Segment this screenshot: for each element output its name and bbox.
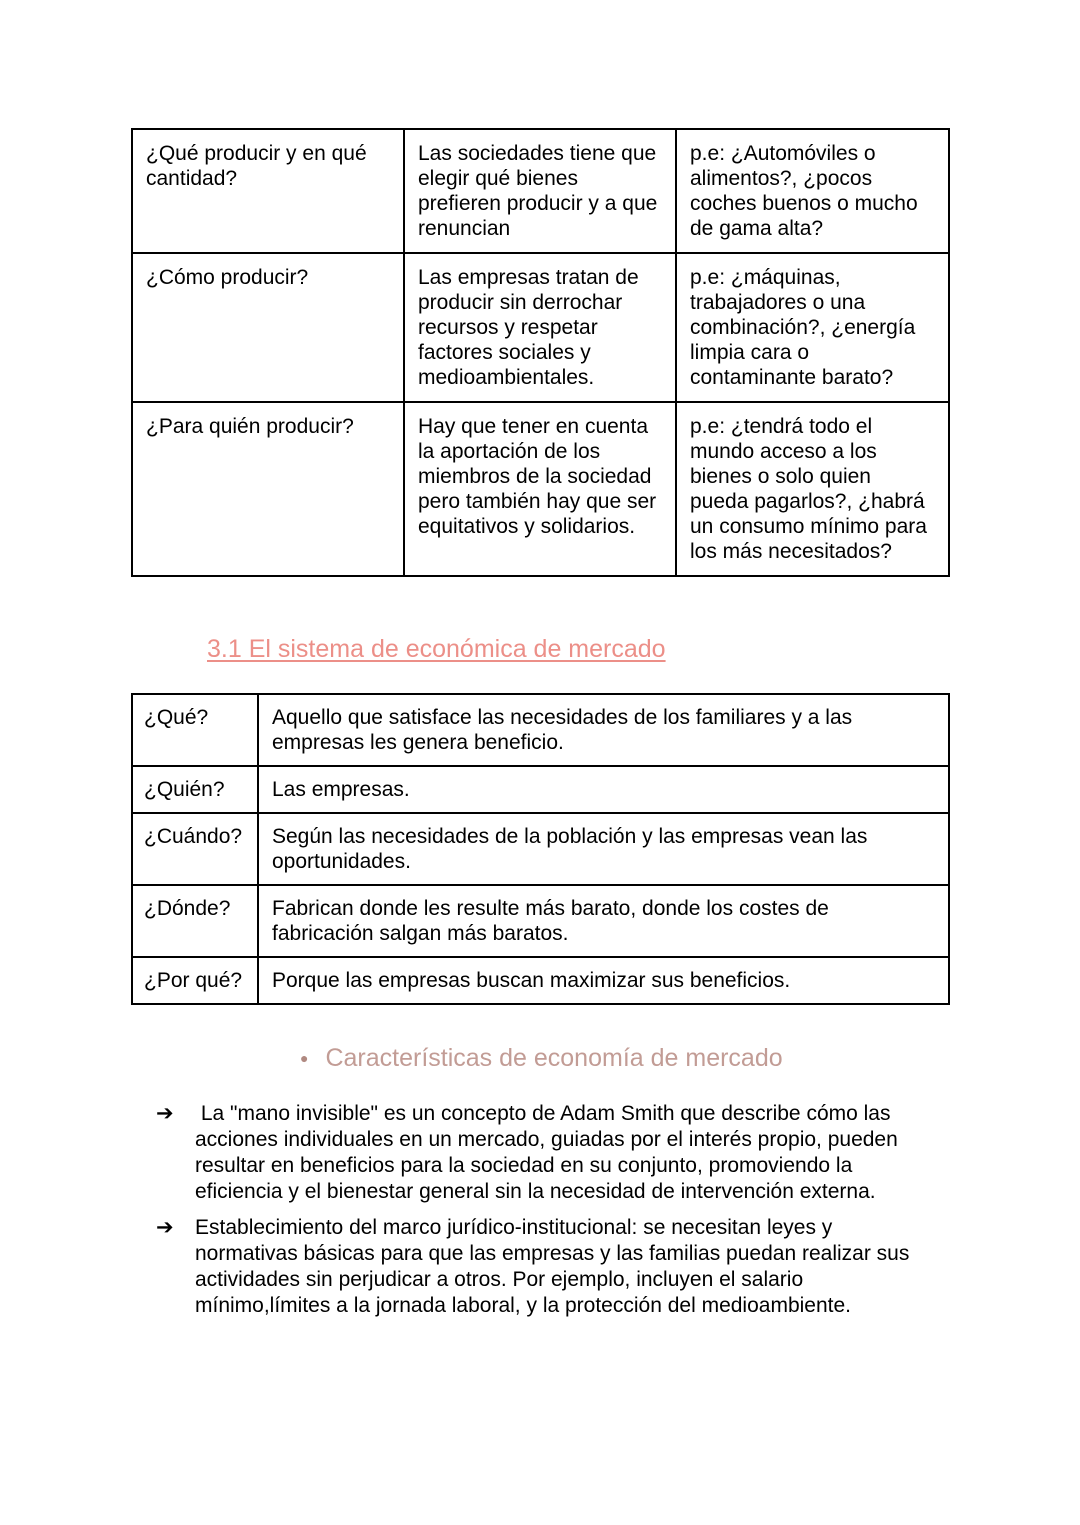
subheading — [300, 1044, 951, 1073]
table-row — [132, 885, 949, 957]
bullet-text: La "mano invisible" es un concepto de Adam Smith que describe cómo las acciones individuales en un mercado, guiadas por el interés propio, pueden resultar en beneficios para la sociedad en su conjunto, promoviendo la eficiencia y el bienestar general sin la necesidad de intervención externa. — [195, 1102, 904, 1203]
cell-example: p.e: ¿máquinas, trabajadores o una combinación?, ¿energía limpia cara o contaminante barato? — [676, 253, 949, 402]
arrow-bullet-icon: ➔ — [156, 1102, 174, 1125]
cell-example: p.e: ¿Automóviles o alimentos?, ¿pocos coches buenos o mucho de gama alta? — [676, 129, 949, 253]
section-heading-link[interactable]: 3.1 El sistema de económica de mercado — [207, 635, 666, 663]
cell-label: ¿Quién? — [132, 766, 258, 813]
bullet-dot-icon: ● — [300, 1050, 309, 1066]
subheading-label: Características de economía de mercado — [325, 1044, 783, 1072]
cell-example: p.e: ¿tendrá todo el mundo acceso a los bienes o solo quien pueda pagarlos?, ¿habrá un consumo mínimo para los más necesitados? — [676, 402, 949, 576]
cell-label: ¿Dónde? — [132, 885, 258, 957]
list-item — [131, 1101, 951, 1205]
bullet-list — [131, 1101, 951, 1319]
arrow-bullet-icon: ➔ — [156, 1216, 174, 1239]
cell-value: Según las necesidades de la población y las empresas vean las oportunidades. — [258, 813, 949, 885]
cell-value: Porque las empresas buscan maximizar sus beneficios. — [258, 957, 949, 1004]
cell-label: ¿Qué? — [132, 694, 258, 766]
cell-description: Las empresas tratan de producir sin derrochar recursos y respetar factores sociales y medioambientales. — [404, 253, 676, 402]
table-row — [132, 694, 949, 766]
document-content — [131, 0, 951, 1319]
table-row — [132, 813, 949, 885]
cell-value: Aquello que satisface las necesidades de los familiares y a las empresas les genera beneficio. — [258, 694, 949, 766]
production-questions-table — [131, 128, 950, 577]
cell-question: ¿Cómo producir? — [132, 253, 404, 402]
cell-question: ¿Qué producir y en qué cantidad? — [132, 129, 404, 253]
cell-description: Hay que tener en cuenta la aportación de los miembros de la sociedad pero también hay que ser equitativos y solidarios. — [404, 402, 676, 576]
bullet-text: Establecimiento del marco jurídico-institucional: se necesitan leyes y normativas básicas para que las empresas y las familias puedan realizar sus actividades sin perjudicar a otros. Por ejemplo, incluyen el salario mínimo,límites a la jornada laboral, y la protección del medioambiente. — [195, 1216, 916, 1317]
market-economy-table — [131, 693, 950, 1005]
cell-label: ¿Cuándo? — [132, 813, 258, 885]
cell-value: Las empresas. — [258, 766, 949, 813]
cell-question: ¿Para quién producir? — [132, 402, 404, 576]
list-item — [131, 1215, 951, 1319]
cell-label: ¿Por qué? — [132, 957, 258, 1004]
table-row — [132, 402, 949, 576]
cell-description: Las sociedades tiene que elegir qué bienes prefieren producir y a que renuncian — [404, 129, 676, 253]
table-row — [132, 253, 949, 402]
table-row — [132, 766, 949, 813]
cell-value: Fabrican donde les resulte más barato, donde los costes de fabricación salgan más baratos. — [258, 885, 949, 957]
table-row — [132, 957, 949, 1004]
table-row — [132, 129, 949, 253]
